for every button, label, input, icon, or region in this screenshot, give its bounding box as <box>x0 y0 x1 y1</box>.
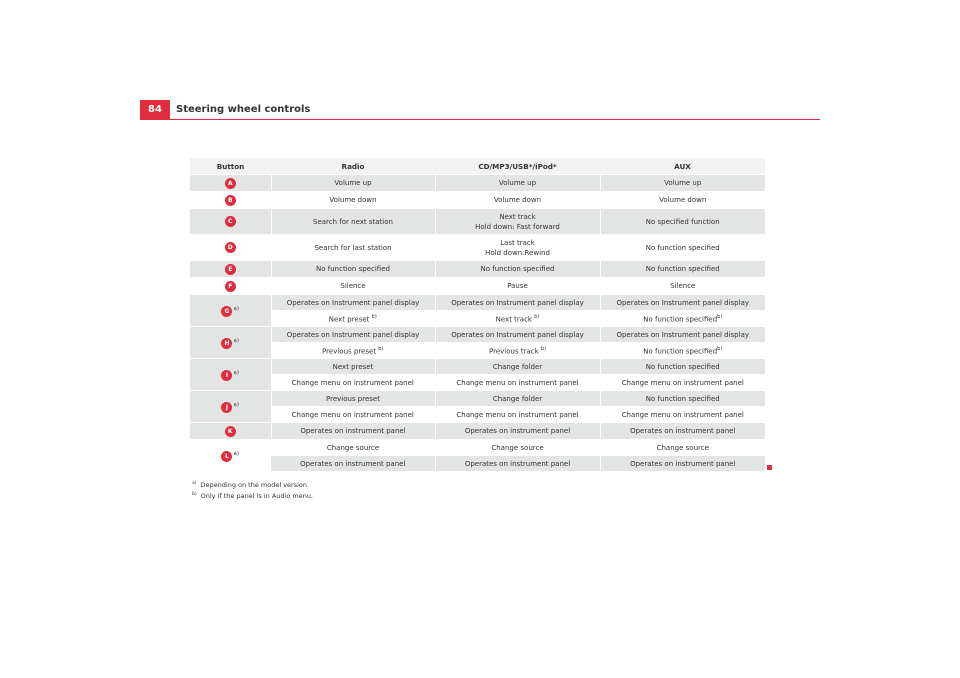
table-cell <box>600 456 765 472</box>
cell-text: Change menu on instrument panel <box>456 378 579 387</box>
button-cell <box>190 423 271 440</box>
cell-text: Operates on Instrument panel display <box>286 298 420 307</box>
button-l-icon: L <box>221 451 232 462</box>
table-row <box>190 261 765 278</box>
button-cell <box>190 261 271 278</box>
table-cell <box>271 311 435 327</box>
table-cell <box>435 295 600 311</box>
table-cell <box>600 423 765 440</box>
cell-text: Operates on instrument panel <box>300 427 406 435</box>
table-row <box>190 209 765 235</box>
cell-text: Previous track <box>489 347 541 356</box>
cell-text: Previous preset <box>326 394 380 403</box>
cell-text: Change menu on instrument panel <box>456 410 579 419</box>
cell-text: Operates on Instrument panel display <box>451 298 584 307</box>
table-row <box>190 295 765 311</box>
cell-text: Operates on instrument panel <box>630 459 736 468</box>
table-cell <box>435 407 600 423</box>
cell-text: Volume down <box>329 196 377 204</box>
table-cell <box>271 456 435 472</box>
column-header-aux: AUX <box>600 158 765 175</box>
cell-text: No function specified <box>480 265 555 273</box>
cell-text: Next track <box>495 315 535 324</box>
end-of-section-mark <box>767 465 772 470</box>
table-cell <box>600 209 765 235</box>
cell-text: Operates on Instrument panel display <box>616 298 750 307</box>
button-cell <box>190 209 271 235</box>
table-cell <box>600 192 765 209</box>
table-cell <box>271 278 435 295</box>
column-header-button: Button <box>190 158 271 175</box>
cell-text: Volume down <box>659 196 707 204</box>
button-k-icon: K <box>225 426 236 437</box>
table-cell <box>271 295 435 311</box>
cell-text: Search for last station <box>314 243 392 252</box>
table-row <box>190 375 765 391</box>
table-cell <box>271 209 435 235</box>
cell-text: No function specified <box>645 362 720 371</box>
table-cell <box>435 343 600 359</box>
button-a-icon: A <box>225 178 236 189</box>
footnote-ref: b) <box>540 346 546 353</box>
button-j-icon: J <box>221 402 232 413</box>
footnote-ref: a) <box>233 338 240 345</box>
table-cell <box>600 261 765 278</box>
table-cell <box>600 440 765 456</box>
footnotes <box>192 479 313 501</box>
footnote-ref: a) <box>233 402 240 409</box>
cell-text: Change folder <box>492 394 543 403</box>
button-e-icon: E <box>225 264 236 275</box>
table-cell <box>435 235 600 261</box>
footnote-ref: a) <box>233 306 240 313</box>
footnote-b-text: Only if the panel is in Audio menu. <box>200 492 314 501</box>
table-row <box>190 343 765 359</box>
table-row <box>190 407 765 423</box>
button-cell <box>190 278 271 295</box>
footnote-b-mark: b) <box>192 492 197 498</box>
cell-text: Hold down: Fast forward <box>475 222 560 231</box>
column-header-cd: CD/MP3/USB*/iPod* <box>435 158 600 175</box>
cell-text: No function specified <box>645 243 720 252</box>
table-row <box>190 235 765 261</box>
table-body <box>190 175 765 472</box>
footnote-ref: b) <box>717 346 723 353</box>
table-cell <box>435 261 600 278</box>
table-cell <box>600 278 765 295</box>
footnote-ref: a) <box>233 451 240 458</box>
button-d-icon: D <box>225 242 236 253</box>
footnote-a-mark: a) <box>192 481 197 486</box>
table-row <box>190 423 765 440</box>
cell-text: No specified function <box>645 217 720 226</box>
cell-text: Next track <box>499 212 536 221</box>
table-cell <box>600 175 765 192</box>
cell-text: Volume down <box>493 196 542 204</box>
table-row <box>190 311 765 327</box>
cell-text: No function specified <box>645 394 720 403</box>
button-f-icon: F <box>225 281 236 292</box>
page-header <box>140 100 820 120</box>
table-row <box>190 440 765 456</box>
footnote-ref: b) <box>371 314 377 321</box>
table-cell <box>435 311 600 327</box>
page-number: 84 <box>140 100 170 119</box>
footnote-ref: b) <box>717 314 723 321</box>
table-cell <box>600 407 765 423</box>
cell-text: Last track <box>500 238 535 247</box>
table-cell <box>271 440 435 456</box>
footnote-ref: b) <box>378 346 384 353</box>
cell-text: Volume up <box>498 179 537 187</box>
button-cell <box>190 192 271 209</box>
table-cell <box>600 375 765 391</box>
table-cell <box>271 407 435 423</box>
cell-text: Silence <box>340 282 366 290</box>
button-cell <box>190 440 271 472</box>
footnote-a <box>192 479 313 490</box>
table-cell <box>435 175 600 192</box>
cell-text: Search for next station <box>313 217 393 226</box>
cell-text: Change menu on instrument panel <box>291 410 414 419</box>
button-cell <box>190 391 271 423</box>
table-cell <box>600 311 765 327</box>
column-header-radio: Radio <box>271 158 435 175</box>
cell-text: Change menu on instrument panel <box>291 378 414 387</box>
cell-text: Operates on instrument panel <box>300 459 406 468</box>
table-cell <box>600 327 765 343</box>
cell-text: Operates on Instrument panel display <box>616 330 750 339</box>
table-cell <box>435 359 600 375</box>
table-row <box>190 456 765 472</box>
cell-text: No function specified <box>643 347 718 356</box>
table-row <box>190 192 765 209</box>
cell-text: No function specified <box>643 315 718 324</box>
table-row <box>190 391 765 407</box>
footnote-ref: b) <box>534 314 540 321</box>
table-cell <box>271 235 435 261</box>
table-row <box>190 359 765 375</box>
table-cell <box>435 327 600 343</box>
table-cell <box>271 343 435 359</box>
cell-text: Pause <box>507 282 528 290</box>
button-cell <box>190 359 271 391</box>
cell-text: Operates on instrument panel <box>630 427 736 435</box>
table-cell <box>271 375 435 391</box>
table-row <box>190 327 765 343</box>
button-i-icon: I <box>221 370 232 381</box>
cell-text: Change source <box>326 443 380 452</box>
table-cell <box>271 261 435 278</box>
cell-text: Change source <box>656 443 709 452</box>
cell-text: Hold down:Rewind <box>485 248 550 257</box>
table-row <box>190 278 765 295</box>
button-c-icon: C <box>225 216 236 227</box>
page-title: Steering wheel controls <box>176 104 311 115</box>
cell-text: Operates on Instrument panel display <box>451 330 584 339</box>
table-cell <box>600 235 765 261</box>
button-cell <box>190 327 271 359</box>
table-cell <box>435 391 600 407</box>
table-cell <box>271 327 435 343</box>
button-b-icon: B <box>225 195 236 206</box>
cell-text: Silence <box>670 282 696 290</box>
cell-text: No function specified <box>645 265 720 273</box>
table-cell <box>435 456 600 472</box>
footnote-b <box>192 490 313 501</box>
table-cell <box>435 423 600 440</box>
cell-text: Next preset <box>328 315 372 324</box>
cell-text: No function specified <box>316 265 390 273</box>
table-cell <box>600 343 765 359</box>
table-cell <box>271 192 435 209</box>
table-cell <box>600 295 765 311</box>
table-cell <box>271 391 435 407</box>
button-g-icon: G <box>221 306 232 317</box>
footnote-a-text: Depending on the model version <box>200 481 308 490</box>
cell-text: Change folder <box>492 362 543 371</box>
table-row <box>190 175 765 192</box>
button-cell <box>190 175 271 192</box>
cell-text: Operates on Instrument panel display <box>286 330 420 339</box>
steering-controls-table <box>190 158 765 472</box>
cell-text: Previous preset <box>322 347 379 356</box>
cell-text: Next preset <box>332 362 374 371</box>
button-cell <box>190 235 271 261</box>
cell-text: Change menu on instrument panel <box>621 378 744 387</box>
table-cell <box>435 375 600 391</box>
table-cell <box>435 192 600 209</box>
cell-text: Volume up <box>334 179 372 187</box>
table-cell <box>435 440 600 456</box>
table-cell <box>435 278 600 295</box>
header-rule <box>140 119 820 120</box>
cell-text: Operates on instrument panel <box>464 459 571 468</box>
button-h-icon: H <box>221 338 232 349</box>
table-cell <box>271 175 435 192</box>
table-cell <box>600 391 765 407</box>
table-cell <box>271 423 435 440</box>
cell-text: Volume up <box>664 179 702 187</box>
table-cell <box>600 359 765 375</box>
footnote-ref: a) <box>233 370 240 377</box>
cell-text: Operates on instrument panel <box>464 427 571 435</box>
button-cell <box>190 295 271 327</box>
table-cell <box>271 359 435 375</box>
cell-text: Change menu on instrument panel <box>621 410 744 419</box>
table-cell <box>435 209 600 235</box>
cell-text: Change source <box>491 443 544 452</box>
table-header-row <box>190 158 765 175</box>
